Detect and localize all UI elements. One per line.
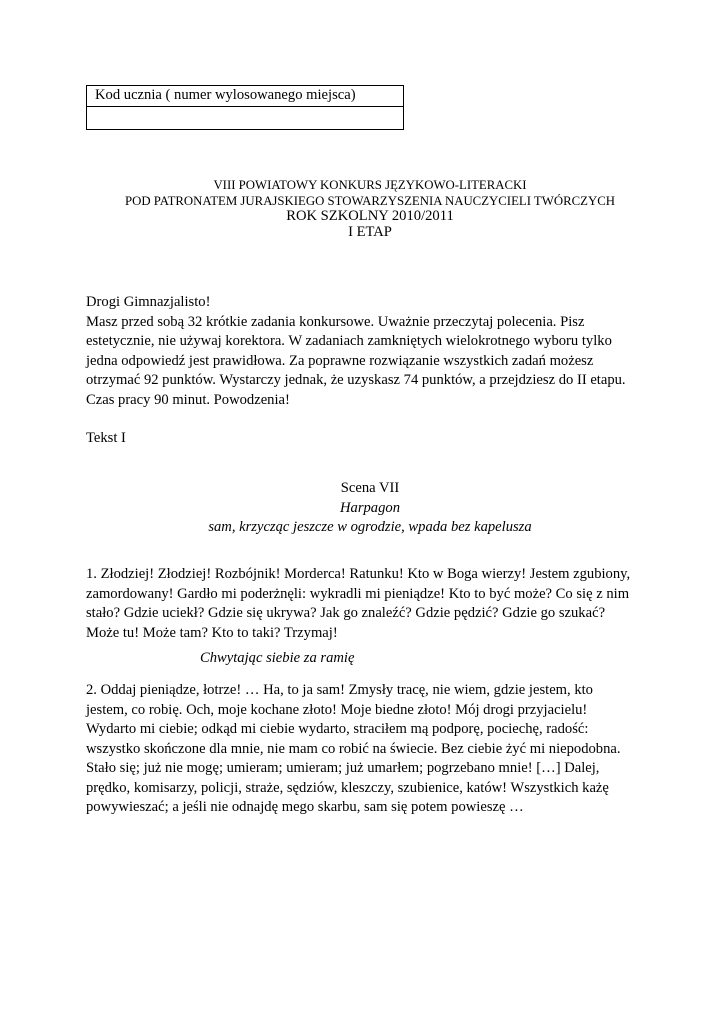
student-code-field[interactable] <box>87 107 404 130</box>
intro-line: otrzymać 92 punktów. Wystarczy jednak, że uzyskasz 74 punktów, a przejdziesz do II etapu. <box>86 372 626 388</box>
header-line-4: I ETAP <box>348 223 392 240</box>
header-line-2: POD PATRONATEM JURAJSKIEGO STOWARZYSZENIA NAUCZYCIELI TWÓRCZYCH <box>125 193 615 208</box>
scene-character: Harpagon <box>340 499 400 516</box>
passage-2 <box>86 681 656 818</box>
passage-line: powywieszać; a jeśli nie odnajdę mego skarbu, sam się potem powieszę … <box>86 799 524 815</box>
passage-line: zamordowany! Gardło mi poderżnęli: wykradli mi pieniądze! Kto to być może? Co się z nim <box>86 585 630 602</box>
section-title: Tekst I <box>86 430 126 446</box>
student-code-box <box>86 85 404 130</box>
passage-line: Wydarto mi ciebie; odkąd mi ciebie wydarto, straciłem mą podporę, pociechę, radość: <box>86 721 589 737</box>
passage-1 <box>86 565 656 643</box>
header-line-1: VIII POWIATOWY KONKURS JĘZYKOWO-LITERACKI <box>213 178 527 192</box>
scene-heading <box>70 479 670 538</box>
intro-line: estetycznie, nie używaj korektora. W zadaniach zamkniętych wielokrotnego wyboru tylko <box>86 333 612 349</box>
passage-line: jestem, co robię. Och, moje kochane złoto! Moje biedne złoto! Mój drogi przyjacielu! <box>86 701 588 718</box>
stage-direction: Chwytając siebie za ramię <box>200 650 355 666</box>
passage-line: stało? Gdzie uciekł? Gdzie się ukrywa? Jak go znaleźć? Gdzie pędzić? Gdzie go szukać? <box>86 605 606 621</box>
document-header <box>70 178 670 240</box>
intro-line: Czas pracy 90 minut. Powodzenia! <box>86 391 290 408</box>
passage-line: Może tu! Może tam? Kto to taki? Trzymaj! <box>86 624 338 641</box>
passage-line: prędko, komisarzy, policji, straże, sędziów, kleszczy, szubienice, katów! Wszystkich każę <box>86 779 609 796</box>
intro-line: jedna odpowiedź jest prawidłowa. Za poprawne rozwiązanie wszystkich zadań możesz <box>86 352 594 369</box>
passage-line: 1. Złodziej! Złodziej! Rozbójnik! Morderca! Ratunku! Kto w Boga wierzy! Jestem zgubiony, <box>86 566 631 582</box>
scene-direction: sam, krzycząc jeszcze w ogrodzie, wpada bez kapelusza <box>208 519 532 535</box>
intro-paragraph <box>86 293 646 410</box>
intro-line: Drogi Gimnazjalisto! <box>86 294 211 310</box>
passage-line: Stało się; już nie mogę; umieram; umieram; już umarłem; pogrzebano mnie! […] Dalej, <box>86 760 600 776</box>
intro-line: Masz przed sobą 32 krótkie zadania konkursowe. Uważnie przeczytaj polecenia. Pisz <box>86 313 585 330</box>
scene-title: Scena VII <box>340 480 400 496</box>
student-code-label: Kod ucznia ( numer wylosowanego miejsca) <box>87 86 404 107</box>
header-line-3: ROK SZKOLNY 2010/2011 <box>286 208 454 224</box>
passage-line: 2. Oddaj pieniądze, łotrze! … Ha, to ja sam! Zmysły tracę, nie wiem, gdzie jestem, kto <box>86 682 593 698</box>
passage-line: wszystko skończone dla mnie, nie mam co robić na świecie. Bez ciebie żyć mi niepodobna. <box>86 740 621 757</box>
